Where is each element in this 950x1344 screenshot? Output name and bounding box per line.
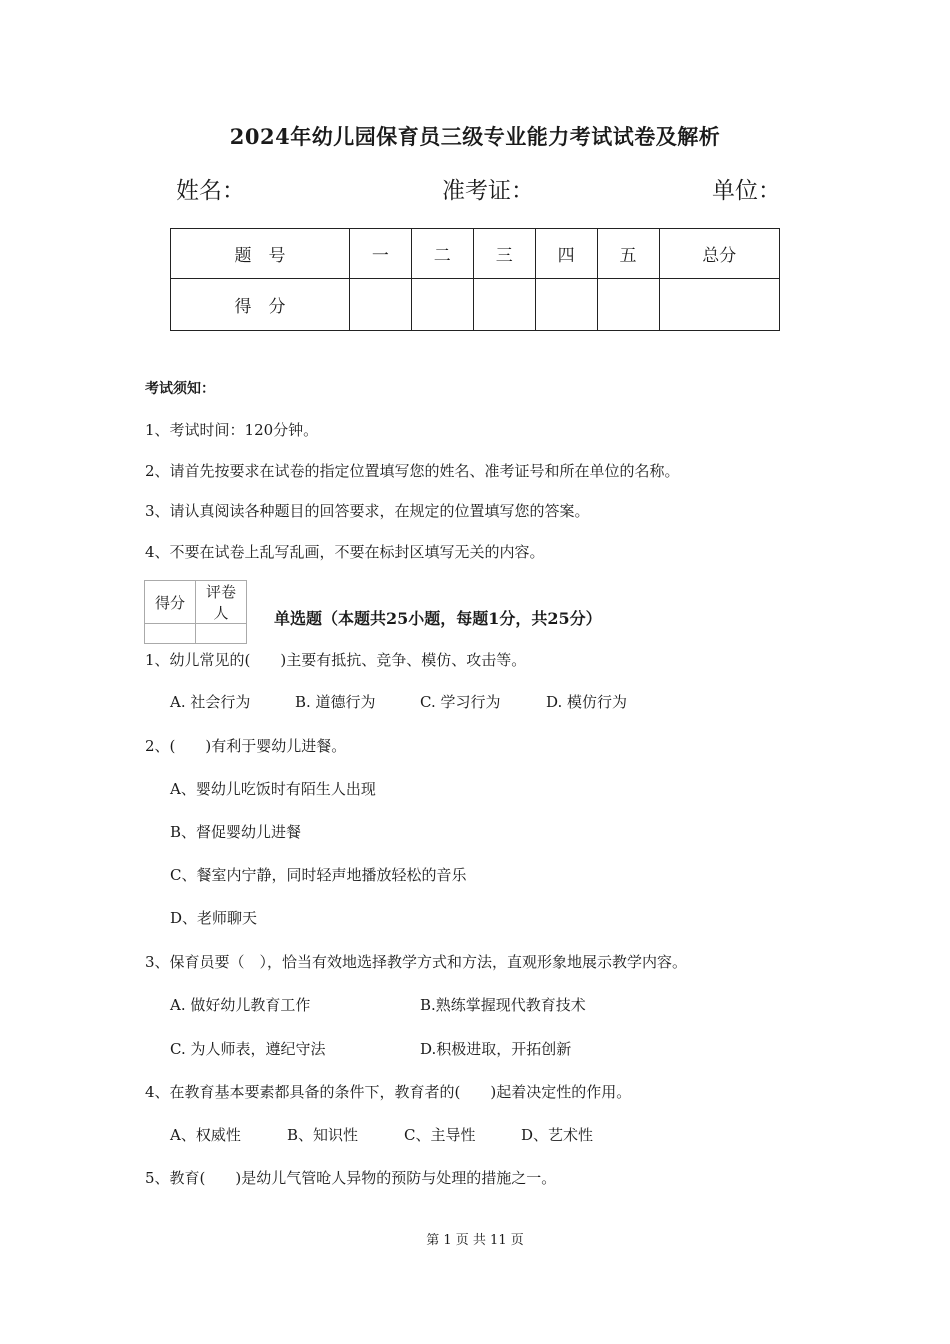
grader-name-label: 评卷人	[196, 581, 247, 624]
option-a[interactable]: A、婴幼儿吃饭时有陌生人出现	[170, 780, 376, 798]
question-stem: 3、保育员要（ ），恰当有效地选择教学方式和方法，直观形象地展示教学内容。	[145, 953, 688, 971]
header-cell: 五	[597, 229, 659, 279]
notice-item: 2、请首先按要求在试卷的指定位置填写您的姓名、准考证号和所在单位的名称。	[145, 462, 680, 480]
notice-heading: 考试须知：	[145, 381, 215, 397]
row-label-cell: 得 分	[171, 279, 350, 331]
header-cell: 总分	[659, 229, 779, 279]
question-stem: 1、幼儿常见的( )主要有抵抗、竞争、模仿、攻击等。	[145, 651, 527, 669]
question-stem: 4、在教育基本要素都具备的条件下，教育者的( )起着决定性的作用。	[145, 1083, 632, 1101]
score-cell[interactable]	[411, 279, 473, 331]
option-d[interactable]: D、艺术性	[521, 1126, 594, 1144]
option-a[interactable]: A. 做好幼儿教育工作	[170, 996, 311, 1014]
option-c[interactable]: C. 为人师表，遵纪守法	[170, 1040, 326, 1058]
option-a[interactable]: A. 社会行为	[170, 693, 251, 711]
unit-label: 单位：	[712, 178, 781, 204]
grader-name-cell[interactable]	[196, 624, 247, 644]
option-c[interactable]: C、主导性	[404, 1126, 476, 1144]
option-d[interactable]: D. 模仿行为	[546, 693, 628, 711]
notice-item: 1、考试时间：120分钟。	[145, 421, 319, 439]
grader-box	[144, 580, 247, 644]
option-c[interactable]: C. 学习行为	[420, 693, 501, 711]
header-cell: 四	[535, 229, 597, 279]
score-cell[interactable]	[473, 279, 535, 331]
notice-item: 4、不要在试卷上乱写乱画，不要在标封区填写无关的内容。	[145, 543, 545, 561]
grader-score-label: 得分	[145, 581, 196, 624]
exam-id-label: 准考证：	[442, 178, 534, 204]
option-b[interactable]: B、知识性	[287, 1126, 359, 1144]
header-cell: 二	[411, 229, 473, 279]
option-d[interactable]: D、老师聊天	[170, 909, 258, 927]
question-stem: 2、( )有利于婴幼儿进餐。	[145, 737, 347, 755]
section-title: 单选题（本题共25小题，每题1分，共25分）	[274, 609, 602, 628]
option-a[interactable]: A、权威性	[170, 1126, 241, 1144]
option-d[interactable]: D.积极进取，开拓创新	[420, 1040, 572, 1058]
option-c[interactable]: C、餐室内宁静，同时轻声地播放轻松的音乐	[170, 866, 467, 884]
header-cell: 一	[349, 229, 411, 279]
score-cell[interactable]	[659, 279, 779, 331]
question-stem: 5、教育( )是幼儿气管呛人异物的预防与处理的措施之一。	[145, 1169, 557, 1187]
score-cell[interactable]	[535, 279, 597, 331]
grader-score-cell[interactable]	[145, 624, 196, 644]
option-b[interactable]: B. 道德行为	[295, 693, 376, 711]
page-footer: 第 1 页 共 11 页	[426, 1233, 524, 1248]
score-cell[interactable]	[349, 279, 411, 331]
header-cell: 题 号	[171, 229, 350, 279]
document-title: 2024年幼儿园保育员三级专业能力考试试卷及解析	[229, 124, 721, 149]
header-cell: 三	[473, 229, 535, 279]
score-table-score-row	[171, 279, 780, 331]
notice-item: 3、请认真阅读各种题目的回答要求，在规定的位置填写您的答案。	[145, 502, 590, 520]
name-label: 姓名：	[176, 178, 245, 204]
score-table	[170, 228, 780, 331]
score-table-header-row	[171, 229, 780, 279]
score-cell[interactable]	[597, 279, 659, 331]
option-b[interactable]: B.熟练掌握现代教育技术	[420, 996, 586, 1014]
option-b[interactable]: B、督促婴幼儿进餐	[170, 823, 302, 841]
